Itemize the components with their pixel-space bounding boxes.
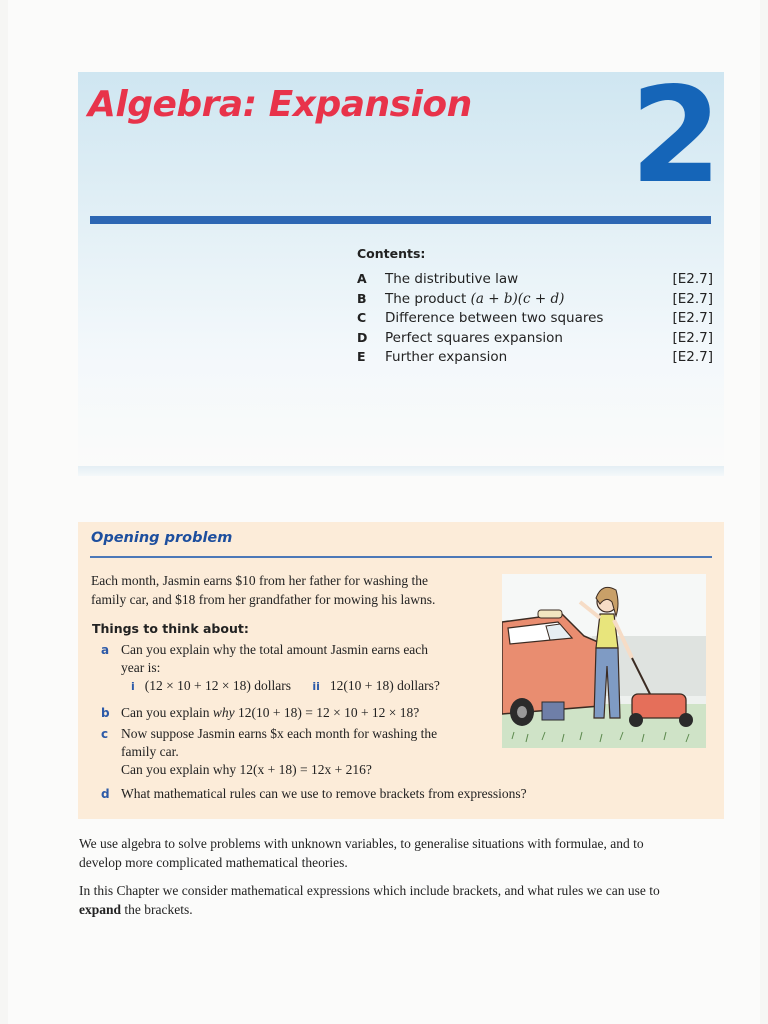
contents-item-b[interactable] (357, 291, 713, 311)
question-d (101, 785, 701, 805)
paragraph-line (79, 900, 727, 919)
contents-title-math: (a + b)(c + d) (470, 290, 565, 307)
title-rule (90, 216, 711, 224)
contents-title: Further expansion (385, 349, 508, 365)
contents-ref: [E2.7] (672, 349, 713, 365)
contents-title: Difference between two squares (385, 310, 604, 326)
question-line: Can you explain why 12(x + 18) = 12x + 216? (121, 762, 372, 777)
contents-item-d[interactable] (357, 330, 713, 350)
contents-list (357, 246, 713, 369)
contents-item-a[interactable] (357, 271, 713, 291)
contents-title: The distributive law (385, 271, 519, 287)
contents-title: Perfect squares expansion (385, 329, 563, 346)
question-text: 12(10 + 18) = 12 × 10 + 12 × 18? (234, 705, 420, 720)
question-letter: c (101, 727, 109, 741)
question-letter: b (101, 706, 110, 720)
contents-item-e[interactable] (357, 349, 713, 369)
header-bottom-fade (78, 466, 724, 476)
question-letter: a (101, 643, 110, 657)
contents-letter: C (357, 310, 367, 325)
paragraph-line: We use algebra to solve problems with unknown variables, to generalise situations with formulae, and to (79, 836, 644, 851)
contents-ref: [E2.7] (672, 310, 713, 326)
contents-title (385, 291, 667, 307)
question-line: year is: (121, 660, 161, 675)
bold-term: expand (79, 902, 122, 917)
question-line: Now suppose Jasmin earns $x each month for washing the (121, 726, 438, 741)
subpart-label: ii (312, 680, 320, 693)
contents-letter: E (357, 349, 366, 364)
question-line: family car. (121, 744, 179, 759)
chapter-number: 2 (630, 59, 716, 213)
contents-heading: Contents: (357, 246, 426, 261)
jasmin-mowing-illustration (502, 574, 706, 748)
question-a (101, 641, 486, 701)
intro-line: family car, and $18 from her grandfather for mowing his lawns. (91, 592, 436, 607)
subpart-text: (12 × 10 + 12 × 18) dollars (144, 678, 291, 693)
things-to-think-heading: Things to think about: (92, 621, 249, 636)
contents-letter: A (357, 271, 367, 286)
contents-ref: [E2.7] (672, 290, 713, 307)
question-c (101, 725, 491, 781)
question-body (121, 641, 486, 696)
contents-ref: [E2.7] (672, 271, 713, 287)
question-text: Can you explain (121, 705, 213, 720)
question-emphasis: why (212, 705, 235, 720)
subpart-label: i (131, 680, 135, 693)
opening-problem-rule (90, 556, 712, 558)
intro-line: Each month, Jasmin earns $10 from her father for washing the (91, 573, 429, 588)
contents-letter: B (357, 290, 367, 306)
question-b (101, 704, 491, 724)
paragraph-line: develop more complicated mathematical theories. (79, 855, 348, 870)
contents-item-c[interactable] (357, 310, 713, 330)
contents-letter: D (357, 329, 368, 345)
question-body (121, 725, 437, 779)
opening-problem-intro (91, 571, 486, 609)
intro-paragraph-1 (79, 834, 727, 872)
opening-problem-heading: Opening problem (91, 530, 233, 546)
contents-ref: [E2.7] (672, 329, 713, 346)
contents-title-text: The product (385, 290, 471, 307)
paragraph-text: the brackets. (121, 902, 193, 917)
question-body: What mathematical rules can we use to remove brackets from expressions? (121, 786, 527, 801)
subpart-text: 12(10 + 18) dollars? (329, 678, 440, 693)
question-subparts (121, 677, 486, 696)
paragraph-line: In this Chapter we consider mathematical expressions which include brackets, and what rules we can use to (79, 883, 660, 898)
question-body (121, 704, 419, 722)
question-letter: d (101, 787, 110, 801)
chapter-title: Algebra: Expansion (88, 84, 472, 125)
intro-paragraph-2 (79, 881, 727, 919)
question-line: Can you explain why the total amount Jasmin earns each (121, 642, 429, 657)
